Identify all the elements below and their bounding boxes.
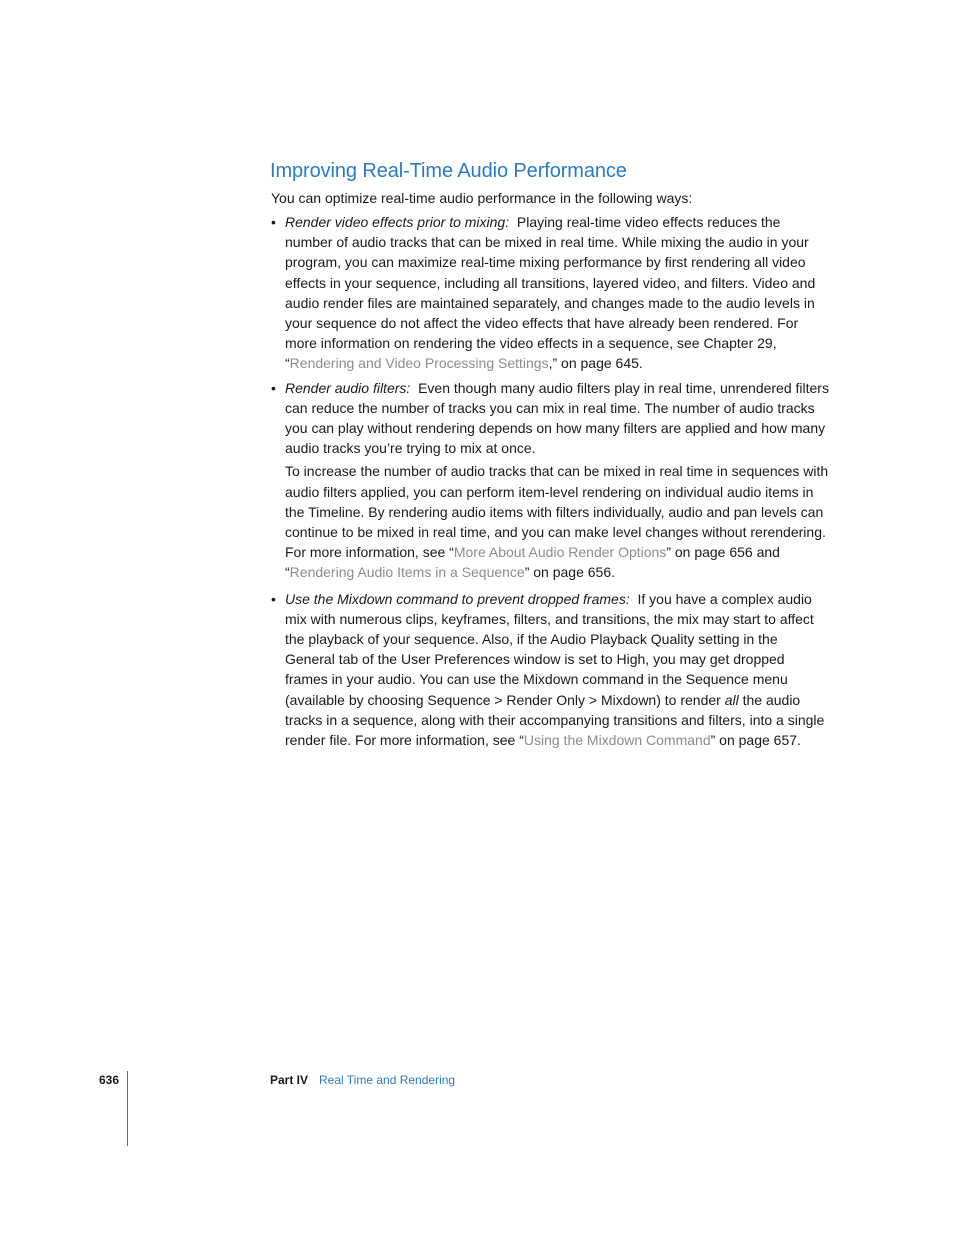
emphasis-text: all bbox=[724, 691, 739, 708]
body-text: If you have a complex audio mix with numerous clips, keyframes, filters, and transitions, the mix may start to affect the playback of your sequence. Also, if the Audio Playback Quality setting in the General tab of the User Preferences window is set to High, you may get dropped frames in your audio. You can use the Mixdown command in the Sequence menu (available by choosing Sequence > Render Only > Mixdown) to render bbox=[285, 590, 814, 708]
list-item-render-audio-filters bbox=[271, 378, 831, 583]
list-item-paragraph bbox=[285, 589, 831, 751]
bullet-icon: • bbox=[271, 379, 276, 396]
list-item-lead: Use the Mixdown command to prevent dropped frames: bbox=[285, 590, 630, 607]
link-rendering-video-processing-settings[interactable]: Rendering and Video Processing Settings bbox=[289, 355, 549, 372]
list-item-lead: Render video effects prior to mixing: bbox=[285, 214, 510, 230]
list-item-lead: Render audio filters: bbox=[285, 379, 411, 396]
body-text: Playing real-time video effects reduces the number of audio tracks that can be mixed in real time. While mixing the audio in your program, you can maximize real-time mixing performance by first rendering all video effects in your sequence, including all transitions, layered video, and filters. Video and audio render files are maintained separately, and changes made to the audio levels in your sequence do not affect the video effects that have already been rendered. For more information on rendering the video effects in a sequence, see Chapter 29, “ bbox=[285, 214, 816, 372]
bullet-icon: • bbox=[271, 214, 276, 230]
list-item-paragraph bbox=[285, 212, 831, 374]
section-title: Improving Real-Time Audio Performance bbox=[270, 160, 627, 182]
body-text: To increase the number of audio tracks that can be mixed in real time in sequences with audio filters applied, you can perform item-level rendering on individual audio items in the Timeline. By rendering audio items with filters individually, audio and pan levels can continue to be mixed in real time, and you can make level changes without rerendering. For more information, see “ bbox=[285, 463, 829, 561]
body-text: the audio tracks in a sequence, along with their accompanying transitions and filters, into a single render file. For more information, see “ bbox=[285, 691, 825, 749]
page-number: 636 bbox=[99, 1073, 120, 1087]
footer-part-label: Part IV bbox=[270, 1073, 309, 1087]
link-more-about-audio-render-options[interactable]: More About Audio Render Options bbox=[453, 544, 667, 561]
body-text: ” on page 656. bbox=[524, 564, 616, 581]
bullet-icon: • bbox=[271, 590, 276, 607]
section-intro: You can optimize real-time audio performance in the following ways: bbox=[271, 190, 693, 206]
link-using-the-mixdown-command[interactable]: Using the Mixdown Command bbox=[523, 732, 711, 749]
list-item-render-video-effects bbox=[271, 212, 831, 374]
body-text: ” on page 657. bbox=[710, 732, 801, 749]
list-item-paragraph bbox=[285, 378, 831, 459]
list-item-paragraph bbox=[285, 461, 831, 582]
body-text: ” on page 656 and “ bbox=[285, 544, 780, 581]
link-rendering-audio-items-in-a-sequence[interactable]: Rendering Audio Items in a Sequence bbox=[289, 564, 525, 581]
body-text: ,” on page 645. bbox=[548, 355, 643, 372]
footer-chapter-link[interactable]: Real Time and Rendering bbox=[319, 1073, 456, 1087]
list-item-mixdown-command bbox=[271, 589, 831, 751]
body-text: Even though many audio filters play in real time, unrendered filters can reduce the number of tracks you can mix in real time. The number of audio tracks you can play without rendering depends on how many filters are applied and how many audio tracks you’re trying to mix at once. bbox=[285, 379, 829, 457]
footer-divider bbox=[127, 1071, 128, 1146]
tips-list bbox=[271, 212, 831, 754]
